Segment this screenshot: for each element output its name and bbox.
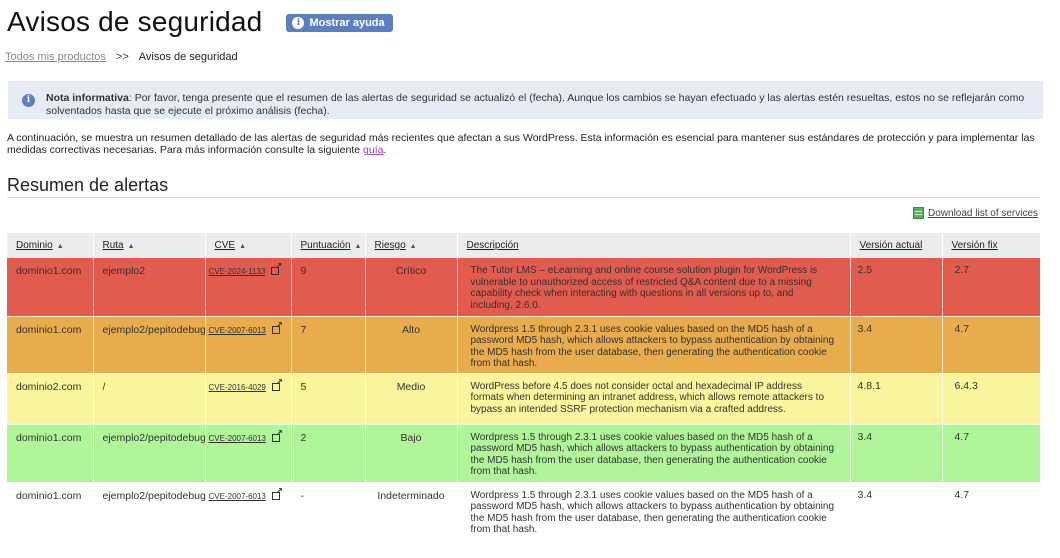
cell-puntuacion: 7 <box>291 316 365 373</box>
info-note-label: Nota informativa <box>46 92 129 104</box>
cell-ruta: / <box>93 373 205 424</box>
cell-descripcion: The Tutor LMS – eLearning and online course solution plugin for WordPress is vulnerable to unauthorized access of restricted Q&A content due to a missing capability check when interacting with questions in all versions up to, and including, 2.6.0. <box>457 258 850 316</box>
external-link-icon[interactable] <box>272 383 280 391</box>
external-link-icon[interactable] <box>272 326 280 334</box>
column-header-dominio[interactable]: Dominio ▲ <box>7 233 93 258</box>
cell-dominio: dominio1.com <box>7 424 93 482</box>
column-header-puntuacion[interactable]: Puntuación ▲ <box>291 233 365 258</box>
external-link-icon[interactable] <box>272 492 280 500</box>
intro-end: . <box>383 144 387 156</box>
cell-puntuacion: 5 <box>291 373 365 424</box>
table-row <box>7 482 1040 542</box>
guide-link[interactable]: guía <box>363 144 384 156</box>
cell-descripcion: Wordpress 1.5 through 2.3.1 uses cookie values based on the MD5 hash of a password MD5 hash, which allows attackers to bypass authentication by obtaining the MD5 hash from the user database, then generating the authentication cookie from that hash. <box>457 482 850 542</box>
cve-link[interactable]: CVE-2007-6013 <box>208 433 266 443</box>
download-services-link[interactable]: Download list of services <box>928 207 1039 219</box>
breadcrumb-home-link[interactable]: Todos mis productos <box>5 51 106 63</box>
cell-dominio: dominio1.com <box>7 482 93 542</box>
show-help-label: Mostrar ayuda <box>309 17 385 29</box>
cell-ruta: ejemplo2/pepitodebug <box>93 424 205 482</box>
cve-link[interactable]: CVE-2007-6013 <box>208 491 266 501</box>
cell-version-fix: 4.7 <box>942 424 1040 482</box>
cell-descripcion: Wordpress 1.5 through 2.3.1 uses cookie values based on the MD5 hash of a password MD5 hash, which allows attackers to bypass authentication by obtaining the MD5 hash from the user database, then generating the authentication cookie from that hash. <box>457 424 850 482</box>
cell-version-fix: 2.7 <box>942 258 1040 316</box>
show-help-button[interactable] <box>286 14 392 32</box>
cell-riesgo: Indeterminado <box>365 482 457 542</box>
cell-version-actual: 3.4 <box>850 424 942 482</box>
sort-icon: ▲ <box>354 243 362 250</box>
cell-version-actual: 4.8.1 <box>850 373 942 424</box>
cell-dominio: dominio2.com <box>7 373 93 424</box>
intro-text: A continuación, se muestra un resumen detallado de las alertas de seguridad más recientes que afectan a sus WordPress. Esta información es esencial para mantener sus estándares de protección y para implementar las medidas correctivas necesarias. Para más información consulte la siguiente <box>7 132 1035 156</box>
page-header <box>7 6 393 38</box>
column-header-descripcion[interactable]: Descripción <box>457 233 850 258</box>
cell-riesgo: Bajo <box>365 424 457 482</box>
cell-ruta: ejemplo2/pepitodebug <box>93 482 205 542</box>
column-header-version-fix[interactable]: Versión fix <box>942 233 1040 258</box>
cell-cve <box>205 373 291 424</box>
cell-version-actual: 3.4 <box>850 482 942 542</box>
cell-puntuacion: 9 <box>291 258 365 316</box>
table-row <box>7 316 1040 373</box>
cell-dominio: dominio1.com <box>7 316 93 373</box>
cell-ruta: ejemplo2/pepitodebug <box>93 316 205 373</box>
info-note-text: : Por favor, tenga presente que el resumen de las alertas de seguridad se actualizó el (fecha). Aunque los cambios se hayan efectuado y las alertas estén resueltas, estos no se reflejarán como solventados hasta que se ejecute el próximo análisis (fecha). <box>46 92 1025 117</box>
info-icon: i <box>292 17 304 29</box>
sort-icon: ▲ <box>409 243 417 250</box>
cell-riesgo: Crítico <box>365 258 457 316</box>
column-header-version-actual[interactable]: Versión actual <box>850 233 942 258</box>
external-link-icon[interactable] <box>272 434 280 442</box>
cell-cve <box>205 258 291 316</box>
intro-paragraph <box>7 132 1057 156</box>
table-row <box>7 373 1040 424</box>
cell-cve <box>205 316 291 373</box>
cell-dominio: dominio1.com <box>7 258 93 316</box>
cve-link[interactable]: CVE-2016-4029 <box>208 382 266 392</box>
alerts-table <box>7 233 1041 543</box>
cell-puntuacion: 2 <box>291 424 365 482</box>
cve-link[interactable]: CVE-2024-1133 <box>208 267 266 276</box>
cell-riesgo: Medio <box>365 373 457 424</box>
cell-version-fix: 4.7 <box>942 316 1040 373</box>
cell-riesgo: Alto <box>365 316 457 373</box>
cell-puntuacion: - <box>291 482 365 542</box>
section-title: Resumen de alertas <box>7 175 169 195</box>
cell-descripcion: Wordpress 1.5 through 2.3.1 uses cookie values based on the MD5 hash of a password MD5 hash, which allows attackers to bypass authentication by obtaining the MD5 hash from the user database, then generating the authentication cookie from that hash. <box>457 316 850 373</box>
breadcrumb <box>5 51 238 63</box>
cve-link[interactable]: CVE-2007-6013 <box>208 325 266 335</box>
cell-ruta: ejemplo2 <box>93 258 205 316</box>
column-header-cve[interactable]: CVE ▲ <box>205 233 291 258</box>
column-header-ruta[interactable]: Ruta ▲ <box>93 233 205 258</box>
page-title: Avisos de seguridad <box>7 6 263 37</box>
table-row <box>7 424 1040 482</box>
breadcrumb-current: Avisos de seguridad <box>138 51 238 63</box>
column-header-riesgo[interactable]: Riesgo ▲ <box>365 233 457 258</box>
table-row <box>7 258 1040 316</box>
info-note <box>8 81 1043 119</box>
cell-version-fix: 4.7 <box>942 482 1040 542</box>
info-icon: i <box>22 94 35 107</box>
table-header-row <box>7 233 1040 258</box>
spreadsheet-icon <box>913 207 924 219</box>
cell-cve <box>205 482 291 542</box>
cell-version-actual: 3.4 <box>850 316 942 373</box>
external-link-icon[interactable] <box>271 267 279 275</box>
sort-icon: ▲ <box>127 243 135 250</box>
section-divider <box>7 197 1040 198</box>
sort-icon: ▲ <box>56 243 64 250</box>
sort-icon: ▲ <box>239 243 246 250</box>
cell-version-actual: 2.5 <box>850 258 942 316</box>
cell-cve <box>205 424 291 482</box>
cell-descripcion: WordPress before 4.5 does not consider octal and hexadecimal IP address formats when determining an intranet address, which allows remote attackers to bypass an intended SSRF protection mechanism via a crafted address. <box>457 373 850 424</box>
cell-version-fix: 6.4.3 <box>942 373 1040 424</box>
breadcrumb-separator: >> <box>115 51 129 63</box>
download-services[interactable] <box>913 207 1038 219</box>
